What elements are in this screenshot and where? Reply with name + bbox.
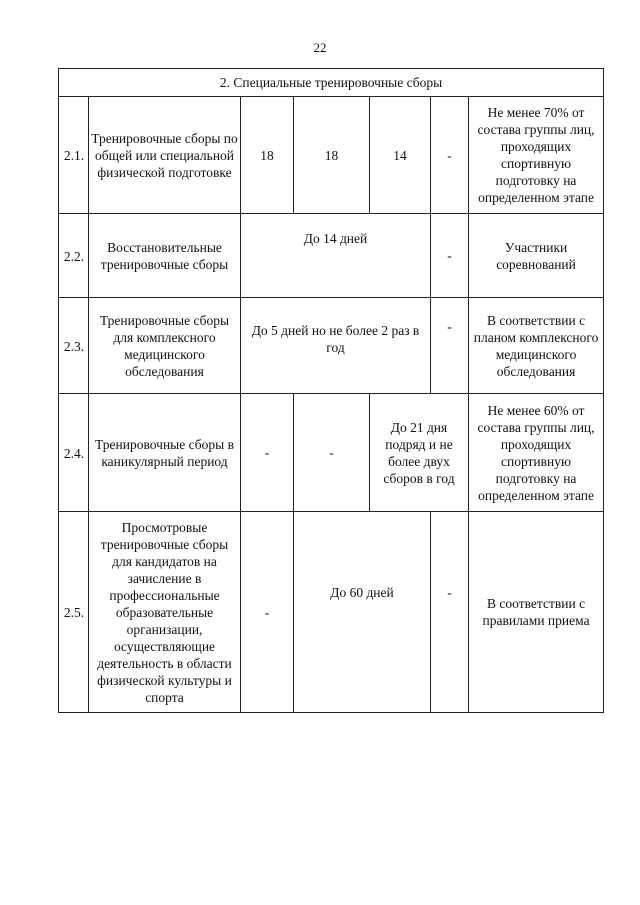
remark-text: В соответствии с планом комплексного медицинского обследования: [473, 312, 599, 379]
remark-text: Не менее 60% от состава группы лиц, проходящих спортивную подготовку на определенном этапе: [477, 402, 595, 503]
page-number: 22: [313, 40, 327, 55]
training-camps-table: [58, 68, 604, 713]
value-cell: -: [431, 298, 469, 394]
merged-duration-cell: [294, 512, 431, 713]
duration-text: До 5 дней но не более 2 раз в год: [251, 323, 420, 355]
row-number: 2.2.: [59, 214, 89, 298]
value-cell: -: [431, 97, 469, 214]
camp-name: Восстановительные тренировочные сборы: [100, 239, 229, 272]
duration-text: До 21 дня подряд и не более двух сборов в год: [383, 419, 455, 486]
remark-text: Не менее 70% от состава группы лиц, проходящих спортивную подготовку на определенном этапе: [477, 105, 595, 205]
merged-duration-cell: [241, 214, 431, 298]
remark-cell: [469, 512, 604, 713]
value-cell: 14: [370, 97, 431, 214]
value-cell: -: [431, 214, 469, 298]
row-number: 2.3.: [59, 298, 89, 394]
camp-name: Тренировочные сборы для комплексного медицинского обследования: [99, 312, 230, 379]
row-number: 2.5.: [59, 512, 89, 713]
section-title: 2. Специальные тренировочные сборы: [59, 69, 604, 97]
value-cell: -: [431, 512, 469, 713]
remark-text: Участники соревнований: [496, 239, 576, 272]
camp-name-cell: [89, 394, 241, 512]
table-row: [59, 298, 604, 394]
camp-name-cell: [89, 298, 241, 394]
camp-name-cell: [89, 97, 241, 214]
table-row: [59, 512, 604, 713]
remark-cell: [469, 214, 604, 298]
remark-cell: [469, 97, 604, 214]
camp-name: Тренировочные сборы по общей или специальной физической подготовке: [91, 130, 238, 180]
row-number: 2.4.: [59, 394, 89, 512]
remark-cell: [469, 394, 604, 512]
value-cell: 18: [241, 97, 294, 214]
value-cell: -: [241, 512, 294, 713]
value-cell: -: [241, 394, 294, 512]
value-cell: 18: [294, 97, 370, 214]
camp-name-cell: [89, 214, 241, 298]
remark-cell: [469, 298, 604, 394]
merged-duration-cell: [241, 298, 431, 394]
remark-text: В соответствии с правилами приема: [482, 596, 590, 628]
table-row: [59, 394, 604, 512]
merged-duration-cell: [370, 394, 469, 512]
camp-name-cell: [89, 512, 241, 713]
duration-text: До 60 дней: [330, 585, 394, 600]
camp-name: Просмотровые тренировочные сборы для кандидатов на зачисление в профессиональные образовательные организации, осуществляющие деятельность в области физической культуры и спорта: [97, 519, 232, 705]
row-number: 2.1.: [59, 97, 89, 214]
camp-name: Тренировочные сборы в каникулярный период: [95, 436, 234, 469]
duration-text: До 14 дней: [303, 231, 368, 246]
table-row: [59, 97, 604, 214]
section-header-row: [59, 69, 604, 97]
table-row: [59, 214, 604, 298]
value-cell: -: [294, 394, 370, 512]
